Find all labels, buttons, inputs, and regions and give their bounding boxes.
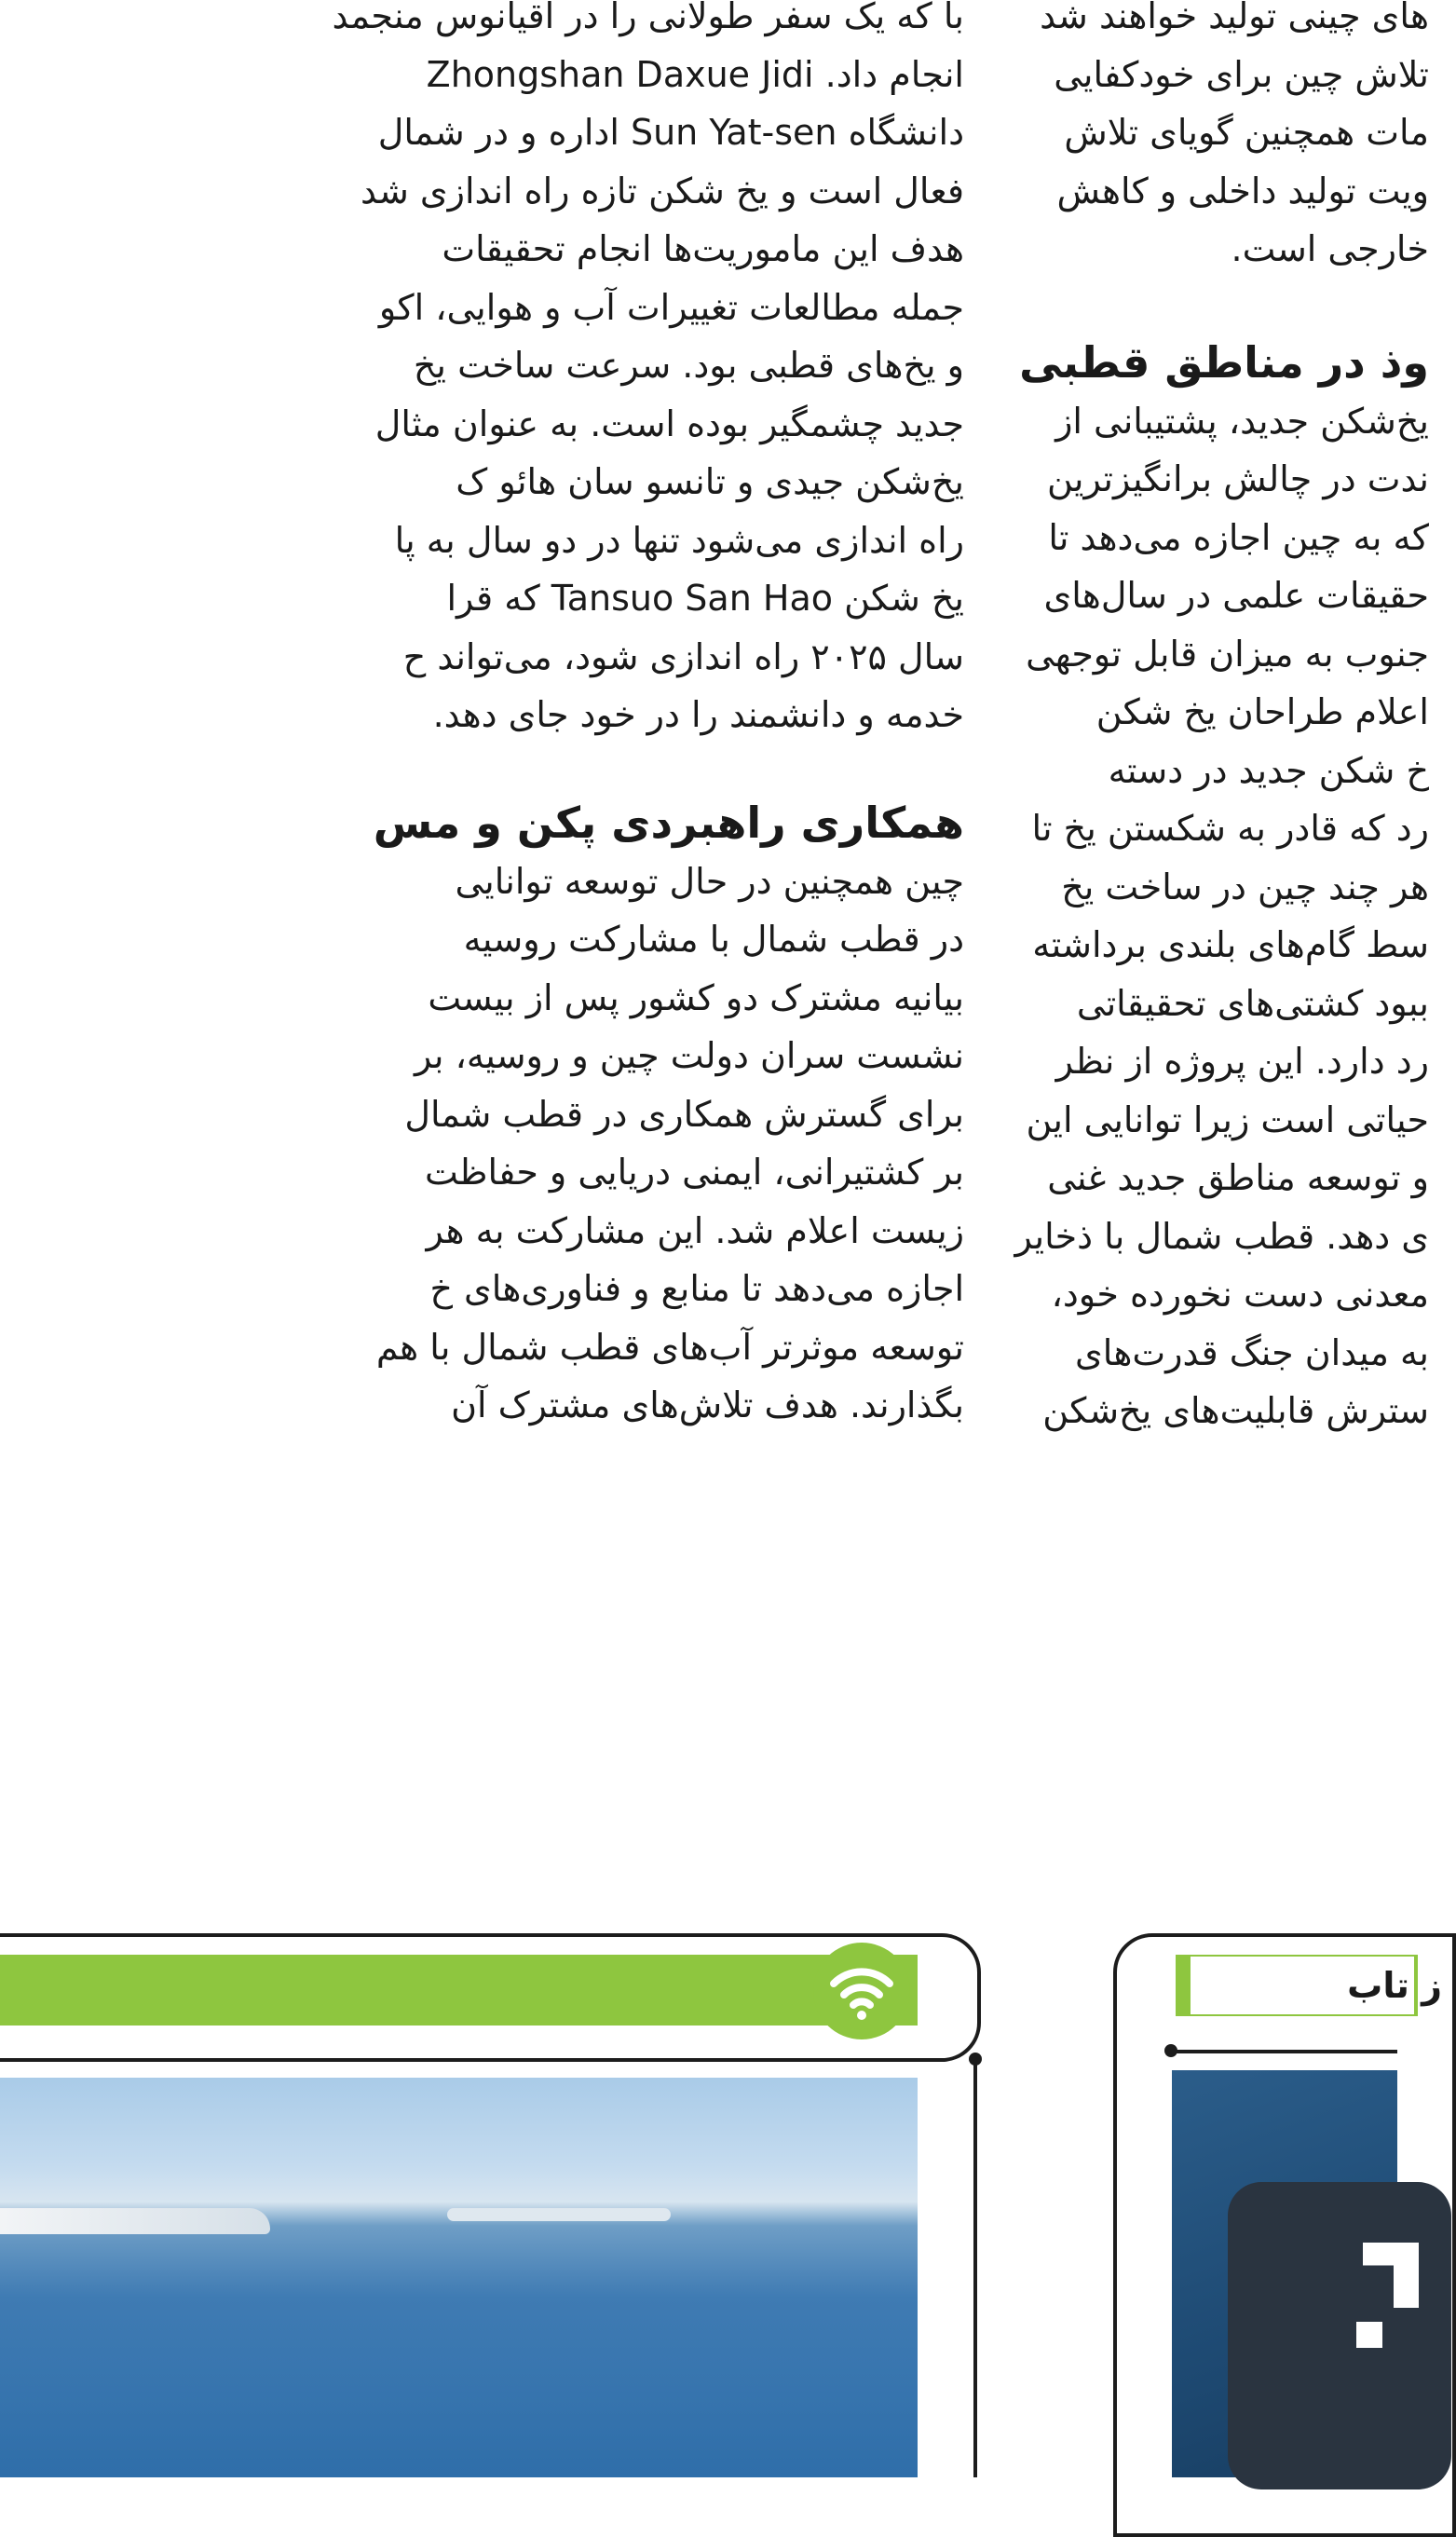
left-intro-line: جدید چشمگیر بوده است. به عنوان مثال	[374, 402, 964, 444]
left-body-line: بر کشتیرانی، ایمنی دریایی و حفاظت	[424, 1152, 964, 1193]
photo-coastline	[0, 2208, 270, 2234]
right-body-line: حقیقات علمی در سال‌های	[1043, 575, 1429, 616]
right-section-heading: وذ در مناطق قطبی	[1019, 336, 1429, 388]
left-intro-line: خدمه و دانشمند را در خود جای دهد.	[432, 694, 964, 735]
right-body-line: معدنی دست نخورده خود،	[1051, 1274, 1429, 1315]
right-body-line: به میدان جنگ قدرت‌های	[1075, 1331, 1429, 1373]
left-intro-line: راه اندازی می‌شود تنها در دو سال به پا	[394, 519, 964, 561]
right-intro-line: های چینی تولید خواهند شد	[1040, 0, 1429, 36]
photo-coastline	[447, 2208, 671, 2221]
right-body-line: رد که قادر به شکستن یخ تا	[1031, 808, 1429, 849]
right-body-line: اعلام طراحان یخ شکن	[1095, 691, 1429, 732]
left-body-line: نشست سران دولت چین و روسیه، بر	[414, 1035, 964, 1076]
left-intro-line: انجام داد. Zhongshan Daxue Jidi	[426, 53, 964, 95]
left-body-line: توسعه موثرتر آب‌های قطب شمال با هم	[375, 1326, 964, 1368]
left-column	[0, 0, 964, 1435]
app-icon-photo	[1172, 2070, 1397, 2477]
right-body-line: ستر‌ش قابلیت‌های یخ‌شکن	[1042, 1390, 1429, 1431]
right-body-line: یخ‌شکن جدید، پشتیبانی از	[1055, 400, 1429, 442]
right-body-line: و توسعه مناطق جدید غنی	[1047, 1157, 1429, 1198]
right-body-line: خ شکن جدید در دسته	[1108, 749, 1429, 791]
left-body-line: چین همچنین در حال توسعه توانایی	[455, 860, 964, 902]
left-body-line: زیست اعلام شد. این مشارکت به هر	[426, 1209, 964, 1251]
right-body-line: سط گام‌های بلندی برداشته	[1032, 924, 1429, 965]
right-body-line: که به چین اجازه می‌دهد تا	[1048, 516, 1429, 558]
paragraph-gap	[0, 744, 964, 793]
right-body-line: حیاتی است زیرا توانایی این	[1026, 1098, 1429, 1140]
connector-line	[973, 2059, 977, 2477]
sidebar-label	[1191, 1957, 1442, 2014]
left-intro-line: با که یک سفر طولانی را در اقیانوس منجمد	[332, 0, 964, 36]
left-intro-line: سال ۲۰۲۵ راه اندازی شود، می‌تواند ح	[402, 635, 964, 677]
left-body-line: بیانیه مشترک دو کشور پس از بیست	[428, 976, 964, 1018]
left-intro-line: یخ‌شکن جیدی و تانسو سان هائو ک	[456, 461, 964, 502]
left-section-heading: همکاری راهبردی پکن و مس	[373, 797, 964, 848]
right-body-line: رد دارد. این پروژه از نظر	[1055, 1041, 1429, 1082]
left-intro-line: دانشگاه Sun Yat-sen اداره و در شمال	[377, 112, 964, 153]
news-box-header-bar	[0, 1955, 918, 2026]
app-tile	[1228, 2182, 1451, 2489]
wifi-icon	[813, 1943, 910, 2039]
connector-line	[1169, 2050, 1397, 2053]
left-intro-line: و یخ‌های قطبی بود. سرعت ساخت یخ	[413, 345, 964, 386]
right-intro-line: ویت تولید داخلی و کاهش	[1056, 170, 1429, 211]
right-intro-line: مات همچنین گویای تلاش	[1064, 112, 1429, 153]
right-body-line: ی دهد. قطب شمال با ذخایر	[1014, 1215, 1429, 1257]
left-intro-line: یخ شکن Tansuo San Hao که قرا	[446, 578, 964, 619]
left-intro-line: جمله مطالعات تغییرات آب و هوایی، اکو	[378, 286, 964, 328]
sidebar-label-text: ز تاب	[1347, 1965, 1442, 2006]
left-intro-line: هدف این ماموریت‌ها انجام تحقیقات	[442, 228, 964, 269]
right-intro-line: خارجی است.	[1231, 228, 1429, 269]
left-body-line: برای گسترش همکاری در قطب شمال	[404, 1093, 964, 1135]
left-body-line: اجازه می‌دهد تا منابع و فناوری‌های خ	[429, 1268, 964, 1309]
right-body-line: جنوب به میزان قابل توجهی	[1026, 633, 1429, 675]
app-glyph-icon	[1356, 2322, 1382, 2348]
right-intro-line: تلاش چین برای خودکفایی	[1054, 53, 1429, 95]
left-intro-line: فعال است و یخ شکن تازه راه اندازی شد	[361, 170, 964, 211]
left-body-line: بگذارند. هدف تلاش‌های مشترک آن	[451, 1384, 964, 1425]
right-body-line: هر چند چین در ساخت یخ	[1061, 866, 1429, 907]
left-body-line: در قطب شمال با مشارکت روسیه	[463, 919, 964, 960]
icebreaker-sea-photo	[0, 2078, 918, 2477]
right-body-line: ندت در چالش برانگیزترین	[1046, 458, 1429, 499]
right-body-line: ببود کشتی‌های تحقیقاتی	[1076, 982, 1429, 1024]
